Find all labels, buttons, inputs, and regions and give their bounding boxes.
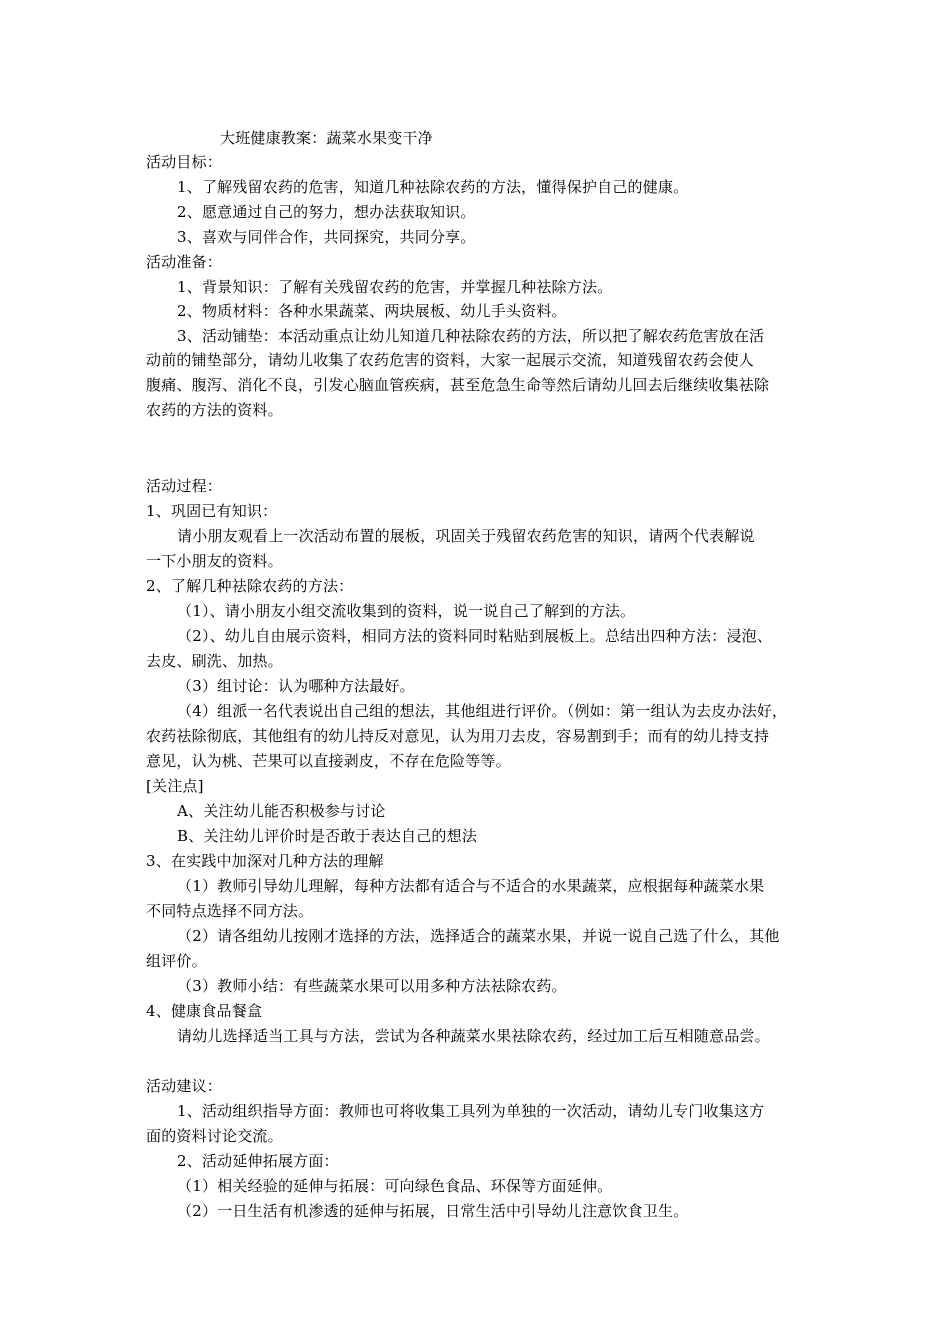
process-step-2-sub-1: （1）、请小朋友小组交流收集到的资料，说一说自己了解到的方法。 [177, 602, 636, 620]
section-heading-goals: 活动目标： [146, 153, 223, 171]
suggestion-item-2-sub-1: （1）相关经验的延伸与拓展：可向绿色食品、环保等方面延伸。 [177, 1177, 613, 1195]
suggestion-item-2: 2、活动延伸拓展方面： [177, 1152, 339, 1170]
process-step-3-sub-2: （2）请各组幼儿按刚才选择的方法，选择适合的蔬菜水果，并说一说自己选了什么，其他 [177, 927, 780, 945]
process-step-2-sub-4-cont: 农药祛除彻底，其他组有的幼儿持反对意见，认为用刀去皮，容易割到手；而有的幼儿持支持 [146, 727, 770, 745]
process-step-2-sub-2: （2）、幼儿自由展示资料，相同方法的资料同时粘贴到展板上。总结出四种方法：浸泡、 [177, 627, 773, 645]
process-step-2-sub-4-cont: 意见，认为桃、芒果可以直接剥皮，不存在危险等等。 [146, 752, 511, 770]
process-step-2-sub-2-cont: 去皮、刷洗、加热。 [146, 652, 283, 670]
preparation-item-2: 2、物质材料：各种水果蔬菜、两块展板、幼儿手头资料。 [177, 302, 567, 320]
focus-points-heading: [关注点] [146, 777, 204, 795]
preparation-item-3-cont: 农药的方法的资料。 [146, 401, 283, 419]
process-step-2-sub-3: （3）组讨论：认为哪种方法最好。 [177, 677, 415, 695]
section-heading-suggestions: 活动建议： [146, 1077, 223, 1095]
process-step-3-sub-2-cont: 组评价。 [146, 952, 207, 970]
section-heading-preparation: 活动准备： [146, 253, 223, 271]
preparation-item-3: 3、活动铺垫：本活动重点让幼儿知道几种祛除农药的方法，所以把了解农药危害放在活 [177, 327, 765, 345]
process-step-3: 3、在实践中加深对几种方法的理解 [146, 852, 384, 870]
process-step-2: 2、了解几种祛除农药的方法： [146, 577, 354, 595]
process-step-1: 1、巩固已有知识： [146, 502, 278, 520]
process-step-4-text: 请幼儿选择适当工具与方法，尝试为各种蔬菜水果祛除农药，经过加工后互相随意品尝。 [177, 1027, 770, 1045]
document-title: 大班健康教案：蔬菜水果变干净 [220, 129, 433, 147]
preparation-item-3-cont: 动前的铺垫部分，请幼儿收集了农药危害的资料，大家一起展示交流，知道残留农药会使人 [146, 351, 755, 369]
suggestion-item-1: 1、活动组织指导方面：教师也可将收集工具列为单独的一次活动，请幼儿专门收集这方 [177, 1102, 765, 1120]
process-step-3-sub-1: （1）教师引导幼儿理解，每种方法都有适合与不适合的水果蔬菜，应根据每种蔬菜水果 [177, 877, 765, 895]
goal-item-1: 1、了解残留农药的危害，知道几种祛除农药的方法，懂得保护自己的健康。 [177, 178, 689, 196]
process-step-3-sub-1-cont: 不同特点选择不同方法。 [146, 902, 314, 920]
process-step-2-sub-4: （4）组派一名代表说出自己组的想法，其他组进行评价。（例如：第一组认为去皮办法好， [177, 702, 788, 720]
focus-point-a: A、关注幼儿能否积极参与讨论 [177, 802, 386, 820]
process-step-4: 4、健康食品餐盒 [146, 1002, 263, 1020]
process-step-3-sub-3: （3）教师小结：有些蔬菜水果可以用多种方法祛除农药。 [177, 977, 567, 995]
suggestion-item-1-cont: 面的资料讨论交流。 [146, 1127, 283, 1145]
suggestion-item-2-sub-2: （2）一日生活有机渗透的延伸与拓展，日常生活中引导幼儿注意饮食卫生。 [177, 1202, 689, 1220]
goal-item-3: 3、喜欢与同伴合作，共同探究，共同分享。 [177, 228, 476, 246]
section-heading-process: 活动过程： [146, 477, 223, 495]
process-step-1-text-cont: 一下小朋友的资料。 [146, 552, 283, 570]
focus-point-b: B、关注幼儿评价时是否敢于表达自己的想法 [177, 827, 478, 845]
goal-item-2: 2、愿意通过自己的努力，想办法获取知识。 [177, 203, 476, 221]
preparation-item-1: 1、背景知识：了解有关残留农药的危害，并掌握几种祛除方法。 [177, 278, 613, 296]
process-step-1-text: 请小朋友观看上一次活动布置的展板，巩固关于残留农药危害的知识，请两个代表解说 [177, 527, 755, 545]
preparation-item-3-cont: 腹痛、腹泻、消化不良，引发心脑血管疾病，甚至危急生命等然后请幼儿回去后继续收集祛除 [146, 376, 770, 394]
